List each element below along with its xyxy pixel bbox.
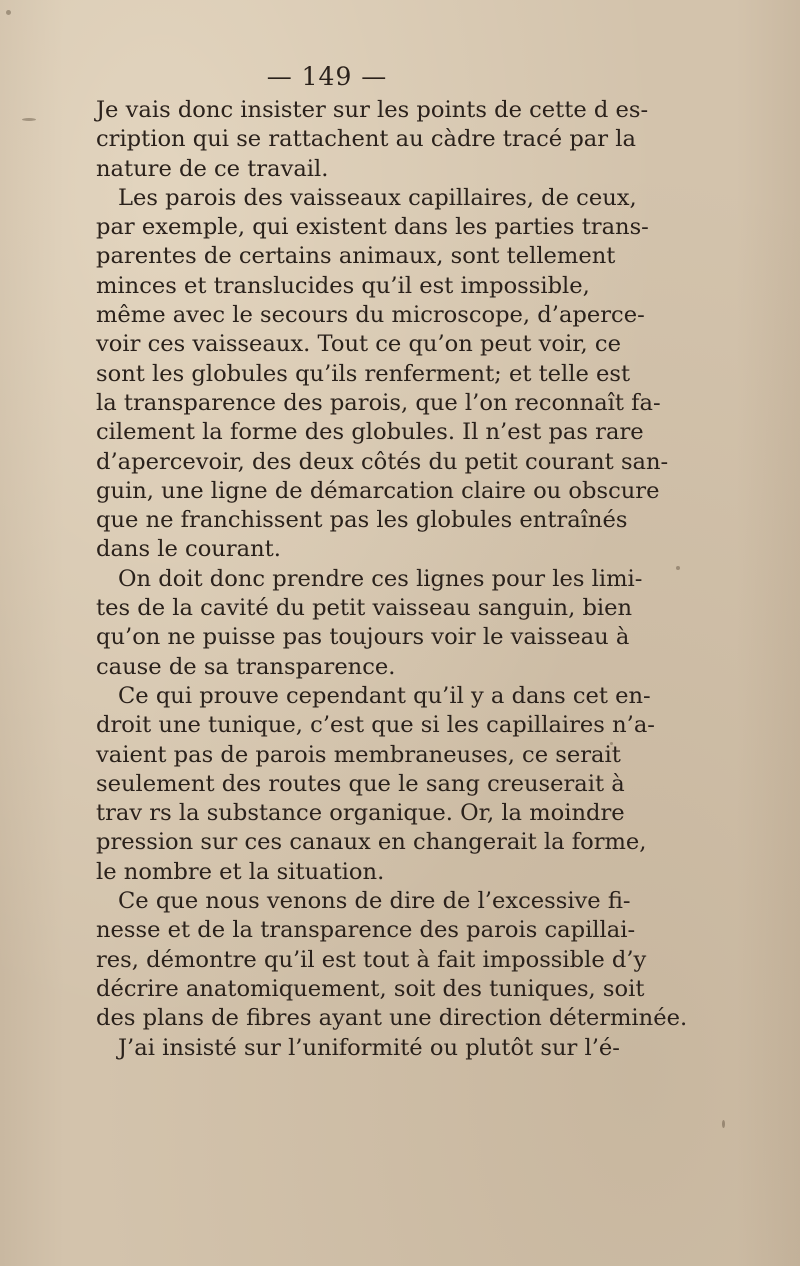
text-line: res, démontre qu’il est tout à fait impossible d’y [96,946,647,973]
text-line: Les parois des vaisseaux capillaires, de ceux, [118,184,637,211]
text-line: d’apercevoir, des deux côtés du petit courant san- [96,448,669,475]
text-line: par exemple, qui existent dans les parties trans- [96,214,649,241]
text-line: Ce qui prouve cependant qu’il y a dans cet en- [118,682,651,709]
paper-speck [6,10,11,15]
text-line: On doit donc prendre ces lignes pour les limi- [118,565,643,592]
text-line: Je vais donc insister sur les points de cette d es- [96,97,649,123]
text-line: minces et translucides qu’il est impossible, [96,272,590,299]
text-line: cause de sa transparence. [96,653,396,680]
text-line: seulement des routes que le sang creuserait à [96,770,625,797]
paper-speck [610,742,613,745]
paper-speck [676,566,680,570]
text-line: nesse et de la transparence des parois capillai- [96,917,636,944]
text-line: tes de la cavité du petit vaisseau sanguin, bien [96,595,633,622]
text-line: que ne franchissent pas les globules entraînés [96,507,628,534]
text-line: J’ai insisté sur l’uniformité ou plutôt sur l’é- [118,1034,620,1061]
text-line: trav rs la substance organique. Or, la moindre [96,800,625,827]
text-line: guin, une ligne de démarcation claire ou obscure [96,477,660,504]
text-line: pression sur ces canaux en changerait la forme, [96,829,647,856]
paper-speck [722,1120,725,1128]
text-line: voir ces vaisseaux. Tout ce qu’on peut voir, ce [96,331,621,358]
text-line: dans le courant. [96,536,281,563]
text-line: la transparence des parois, que l’on reconnaît fa- [96,389,661,416]
text-line: décrire anatomiquement, soit des tuniques, soit [96,975,645,1002]
text-line: des plans de fibres ayant une direction déterminée. [96,1005,688,1032]
text-line: cilement la forme des globules. Il n’est pas rare [96,419,644,446]
text-line: vaient pas de parois membraneuses, ce serait [96,741,621,768]
body-text [96,96,688,1063]
text-line: nature de ce travail. [96,155,329,182]
text-line: droit une tunique, c’est que si les capillaires n’a- [96,712,655,739]
text-line: cription qui se rattachent au càdre tracé par la [96,126,636,153]
text-line: parentes de certains animaux, sont tellement [96,243,616,270]
paper-speck [22,118,36,121]
text-line: même avec le secours du microscope, d’aperce- [96,302,645,329]
text-line: qu’on ne puisse pas toujours voir le vaisseau à [96,624,630,651]
text-line: le nombre et la situation. [96,858,385,885]
text-line: Ce que nous venons de dire de l’excessive fi- [118,888,631,915]
text-line: sont les globules qu’ils renferment; et telle est [96,360,631,387]
page-number: — 149 — [266,62,388,91]
